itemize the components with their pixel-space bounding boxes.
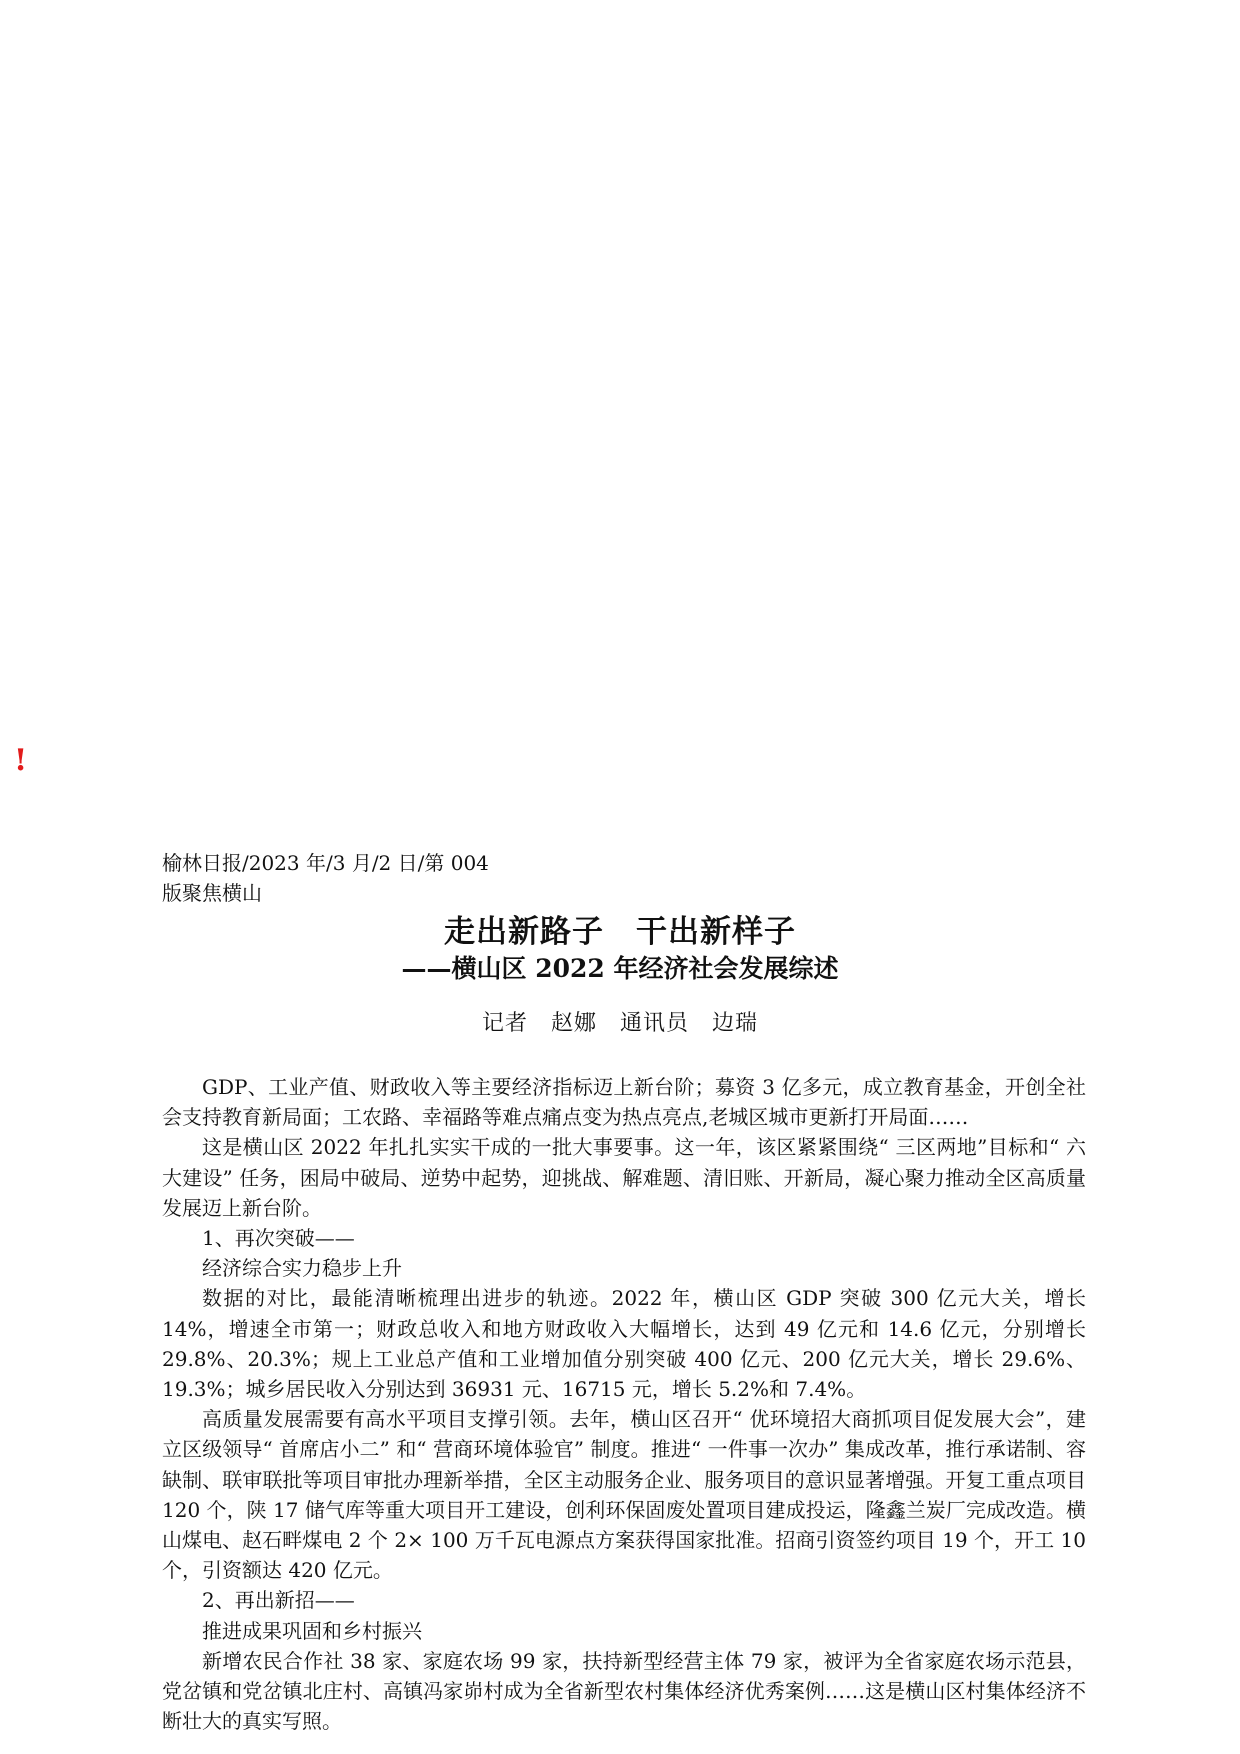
paragraph: 数据的对比，最能清晰梳理出进步的轨迹。2022 年，横山区 GDP 突破 300 亿元大关，增长 14%，增速全市第一；财政总收入和地方财政收入大幅增长，达到 49 亿元和 14.6 亿元，分别增长 29.8%、20.3%；规上工业总产值和工业增加值分别突破 400 亿元、200 亿元大关，增长 29.6%、19.3%；城乡居民收入分别达到 36931 元、16715 元，增长 5.2%和 7.4%。 bbox=[162, 1286, 1086, 1402]
article-subtitle: ——横山区 2022 年经济社会发展综述 bbox=[401, 954, 839, 983]
source-line-1: 榆林日报/2023 年/3 月/2 日/第 004 bbox=[162, 851, 489, 875]
paragraph: GDP、工业产值、财政收入等主要经济指标迈上新台阶；募资 3 亿多元，成立教育基金，开创全社会支持教育新局面；工农路、幸福路等难点痛点变为热点亮点,老城区城市更新打开局面…… bbox=[162, 1075, 1086, 1130]
paragraph: 高质量发展需要有高水平项目支撑引领。去年，横山区召开“ 优环境招大商抓项目促发展大会”，建立区级领导“ 首席店小二” 和“ 营商环境体验官” 制度。推进“ 一件事一次办” 集成改革，推行承诺制、容缺制、联审联批等项目审批办理新举措，全区主动服务企业、服务项目的意识显著增强。开复工重点项目 120 个，陕 17 储气库等重大项目开工建设，创利环保固废处置项目建成投运，隆鑫兰炭厂完成改造。横山煤电、赵石畔煤电 2 个 2× 100 万千瓦电源点方案获得国家批准。招商引资签约项目 19 个，开工 10 个，引资额达 420 亿元。 bbox=[162, 1407, 1086, 1583]
article-body bbox=[162, 1072, 1086, 1736]
newspaper-source bbox=[162, 848, 542, 908]
paragraph: 这是横山区 2022 年扎扎实实干成的一批大事要事。这一年，该区紧紧围绕“ 三区两地”目标和“ 六大建设” 任务，困局中破局、逆势中起势，迎挑战、解难题、清旧账、开新局，凝心聚力推动全区高质量发展迈上新台阶。 bbox=[162, 1135, 1086, 1220]
section-heading: 2、再出新招—— bbox=[202, 1588, 355, 1613]
section-heading: 1、再次突破—— bbox=[202, 1226, 355, 1251]
article-byline: 记者 赵娜 通讯员 边瑞 bbox=[481, 1011, 758, 1036]
source-line-2: 版聚焦横山 bbox=[162, 881, 262, 905]
paragraph: 新增农民合作社 38 家、家庭农场 99 家，扶持新型经营主体 79 家，被评为全省家庭农场示范县，党岔镇和党岔镇北庄村、高镇冯家峁村成为全省新型农村集体经济优秀案例……这是横山区村集体经济不断壮大的真实写照。 bbox=[162, 1648, 1086, 1734]
article-title-block bbox=[162, 912, 1078, 986]
section-subheading: 推进成果巩固和乡村振兴 bbox=[202, 1618, 422, 1643]
article-title: 走出新路子 干出新样子 bbox=[444, 914, 796, 950]
section-subheading: 经济综合实力稳步上升 bbox=[202, 1256, 402, 1281]
red-exclamation-mark: ! bbox=[14, 743, 28, 778]
